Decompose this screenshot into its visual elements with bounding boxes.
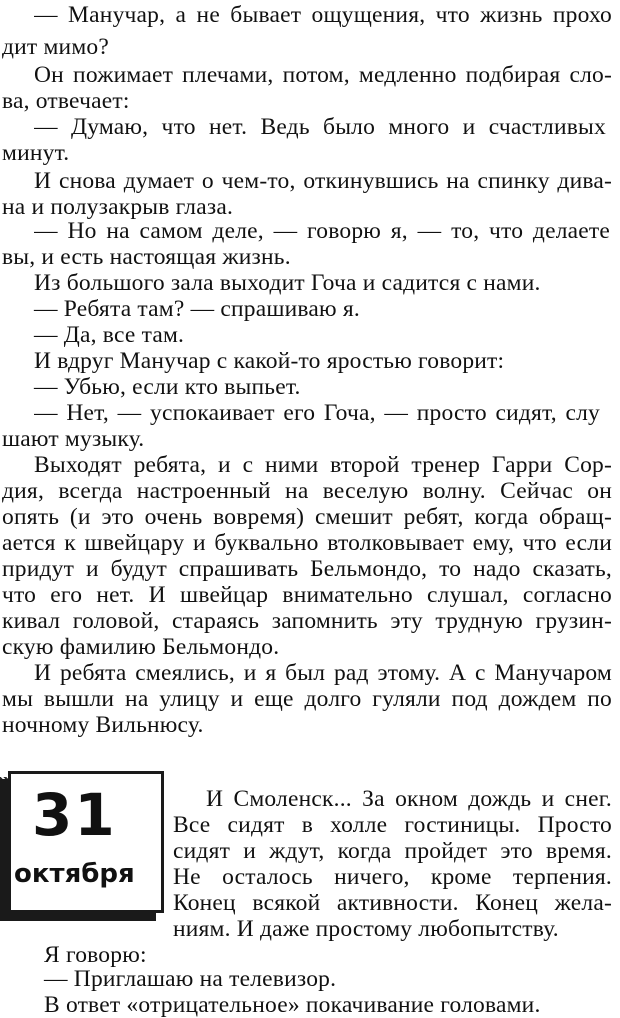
text-line: Я говорю: bbox=[44, 942, 147, 968]
side-text-line: сидят и ждут, когда пройдет это время. bbox=[173, 838, 612, 864]
text-line: дия, всегда настроенный на веселую волну. Сейчас он bbox=[2, 478, 612, 504]
text-line: вы, и есть настоящая жизнь. bbox=[2, 244, 291, 270]
text-line: Он пожимает плечами, потом, медленно подбирая сло- bbox=[34, 62, 612, 88]
side-text-line: И Смоленск... За окном дождь и снег. bbox=[206, 786, 612, 812]
text-line: Из большого зала выходит Гоча и садится с нами. bbox=[34, 270, 541, 296]
text-line: скую фамилию Бельмондо. bbox=[2, 634, 280, 660]
text-line: шают музыку. bbox=[2, 426, 145, 452]
side-text-line: ниям. И даже простому любопытству. bbox=[173, 916, 559, 942]
text-line: минут. bbox=[2, 140, 70, 166]
text-line: дит мимо? bbox=[2, 34, 109, 60]
text-line: ается к швейцару и буквально втолковывает ему, что если bbox=[2, 530, 612, 556]
text-line: кивал головой, стараясь запомнить эту трудную грузин- bbox=[2, 608, 612, 634]
text-line: опять (и это очень вовремя) смешит ребят, когда обращ- bbox=[2, 504, 612, 530]
text-line: В ответ «отрицательное» покачивание головами. bbox=[44, 992, 541, 1018]
text-line: — Приглашаю на телевизор. bbox=[44, 966, 337, 992]
side-text-line: Не осталось ничего, кроме терпения. bbox=[173, 864, 612, 890]
side-text-line: Конец всякой активности. Конец жела- bbox=[173, 890, 612, 916]
text-line: — Ребята там? — спрашиваю я. bbox=[34, 296, 360, 322]
text-line: что его нет. И швейцар внимательно слушал, согласно bbox=[2, 582, 612, 608]
text-line: И снова думает о чем-то, откинувшись на спинку дива- bbox=[34, 168, 612, 194]
side-text-line: Все сидят в холле гостиницы. Просто bbox=[173, 812, 612, 838]
badge-month: октября bbox=[14, 859, 135, 889]
text-line: придут и будут спрашивать Бельмондо, то надо сказать, bbox=[2, 556, 612, 582]
date-badge bbox=[0, 755, 168, 915]
text-line: — Думаю, что нет. Ведь было много и счастливых bbox=[34, 114, 606, 140]
text-line: — Да, все там. bbox=[34, 322, 185, 348]
text-line: на и полузакрыв глаза. bbox=[2, 194, 234, 220]
text-line: — Манучар, а не бывает ощущения, что жизнь прохо bbox=[34, 2, 612, 28]
text-line: — Убью, если кто выпьет. bbox=[34, 374, 301, 400]
badge-day: 31 bbox=[32, 781, 117, 849]
text-line: — Нет, — успокаивает его Гоча, — просто сидят, слу bbox=[34, 400, 600, 426]
text-line: И вдруг Манучар с какой-то яростью говорит: bbox=[34, 348, 505, 374]
text-line: ва, отвечает: bbox=[2, 88, 130, 114]
text-line: ночному Вильнюсу. bbox=[2, 712, 204, 738]
text-line: — Но на самом деле, — говорю я, — то, что делаете bbox=[34, 218, 610, 244]
text-line: Выходят ребята, и с ними второй тренер Гарри Сор- bbox=[34, 452, 612, 478]
text-line: И ребята смеялись, и я был рад этому. А с Манучаром bbox=[34, 660, 612, 686]
text-line: мы вышли на улицу и еще долго гуляли под дождем по bbox=[2, 686, 612, 712]
